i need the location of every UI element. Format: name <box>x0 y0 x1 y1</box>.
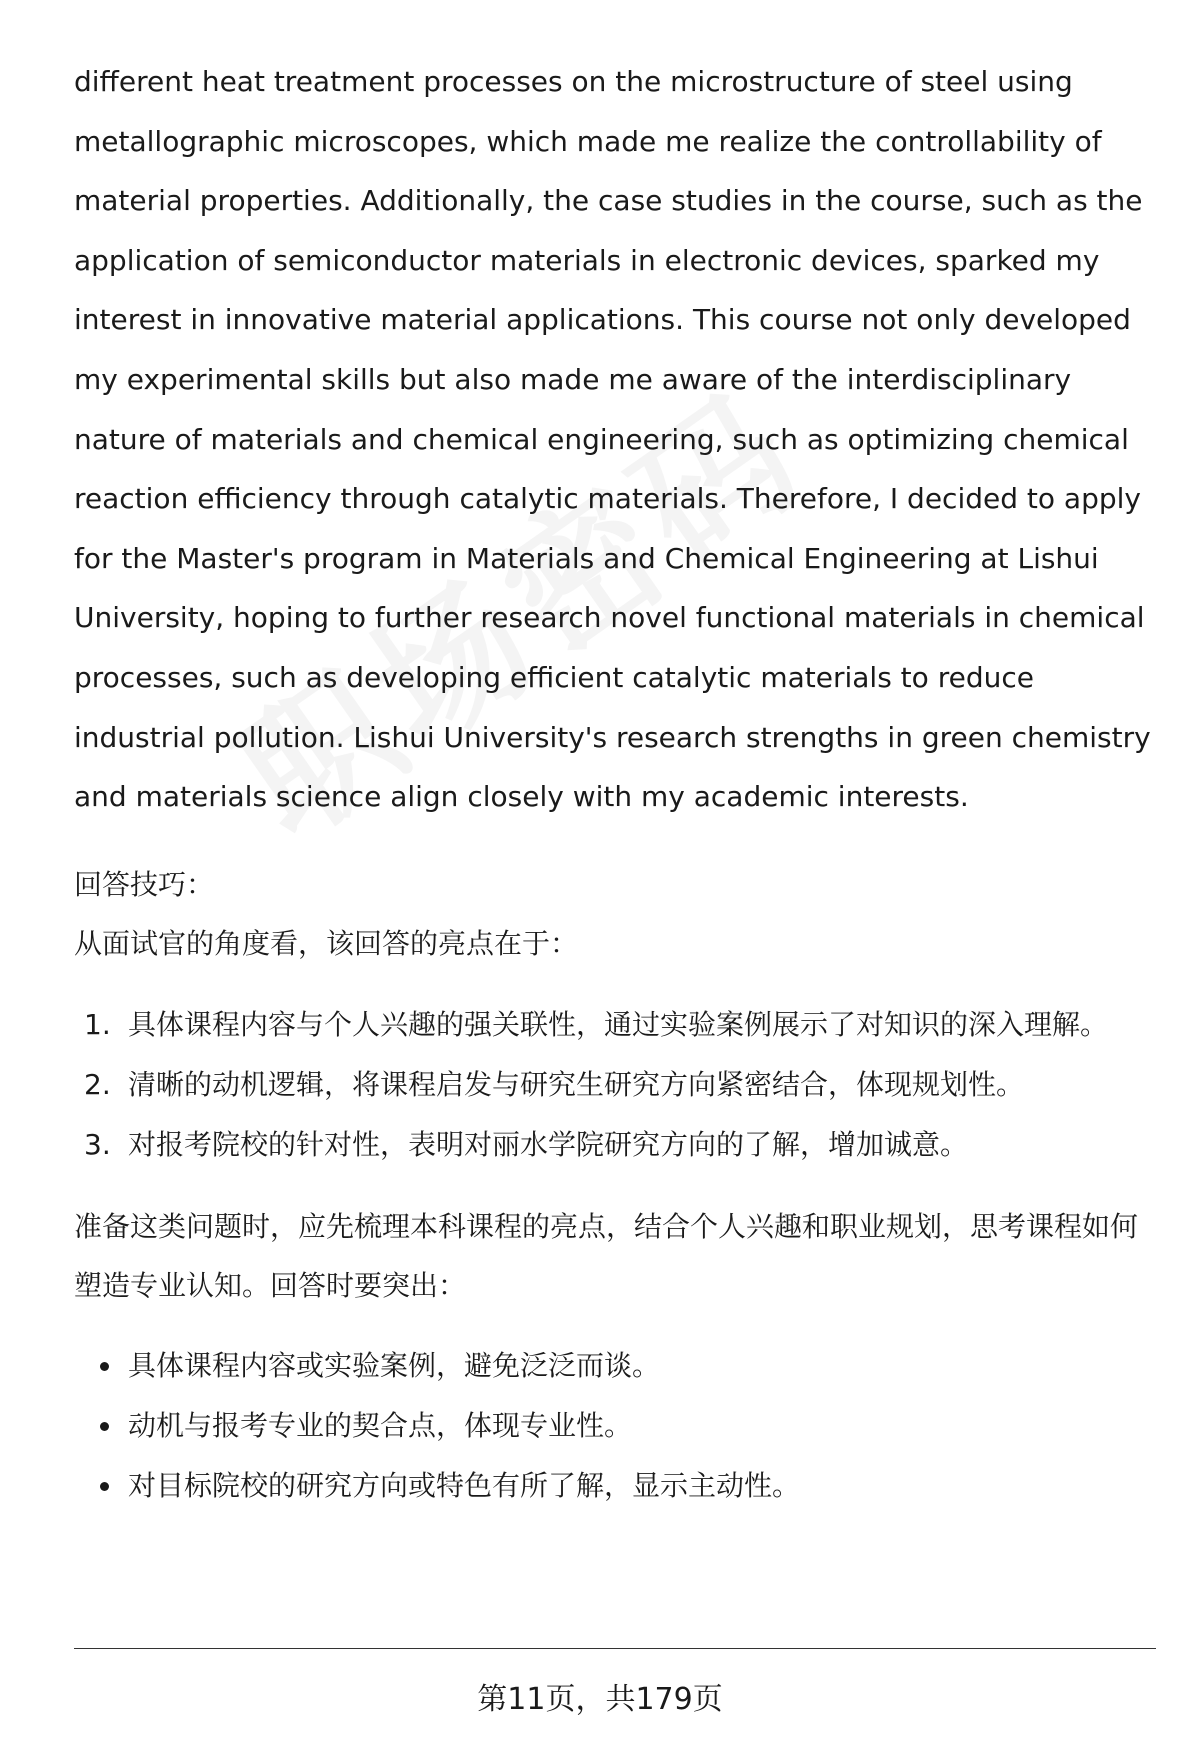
answer-tips-label: 回答技巧： <box>74 867 215 901</box>
list-item <box>74 1055 1156 1115</box>
list-item-text: 对报考院校的针对性，表明对丽水学院研究方向的了解，增加诚意。 <box>128 1127 969 1161</box>
interviewer-view-label: 从面试官的角度看，该回答的亮点在于： <box>74 926 579 960</box>
list-item-text: 具体课程内容或实验案例，避免泛泛而谈。 <box>128 1348 661 1382</box>
list-item-number: 3. <box>84 1127 111 1161</box>
list-item-number: 2. <box>84 1067 111 1101</box>
list-item-text: 动机与报考专业的契合点，体现专业性。 <box>128 1408 633 1442</box>
page-content <box>74 52 1156 1516</box>
bullet-icon <box>100 1482 109 1491</box>
footer-divider <box>74 1648 1156 1649</box>
list-item <box>74 995 1156 1055</box>
english-answer-paragraph: different heat treatment processes on the microstructure of steel using metallographic microscopes, which made me realize the controllability of material properties. Additionally, the case studies in the course, such as the application of semiconductor materials in electronic devices, sparked my interest in innovative material applications. This course not only developed my experimental skills but also made me aware of the interdisciplinary nature of materials and chemical engineering, such as optimizing chemical reaction efficiency through catalytic materials. Therefore, I decided to apply for the Master's program in Materials and Chemical Engineering at Lishui University, hoping to further research novel functional materials in chemical processes, such as developing efficient catalytic materials to reduce industrial pollution. Lishui University's research strengths in green chemistry and materials science align closely with my academic interests. <box>74 65 1151 814</box>
list-item-text: 具体课程内容与个人兴趣的强关联性，通过实验案例展示了对知识的深入理解。 <box>128 1007 1109 1041</box>
list-item <box>74 1115 1156 1175</box>
list-item <box>74 1336 1156 1396</box>
list-item-number: 1. <box>84 1007 111 1041</box>
preparation-paragraph: 准备这类问题时，应先梳理本科课程的亮点，结合个人兴趣和职业规划，思考课程如何塑造专业认知。回答时要突出： <box>74 1209 1139 1303</box>
highlights-list <box>74 995 1156 1175</box>
list-item <box>74 1396 1156 1456</box>
list-item-text: 对目标院校的研究方向或特色有所了解，显示主动性。 <box>128 1468 801 1502</box>
list-item <box>74 1456 1156 1516</box>
page-number-footer: 第11页，共179页 <box>477 1682 723 1717</box>
emphasis-list <box>74 1336 1156 1516</box>
bullet-icon <box>100 1362 109 1371</box>
bullet-icon <box>100 1422 109 1431</box>
answer-tips-section <box>74 855 1156 1516</box>
list-item-text: 清晰的动机逻辑，将课程启发与研究生研究方向紧密结合，体现规划性。 <box>128 1067 1025 1101</box>
